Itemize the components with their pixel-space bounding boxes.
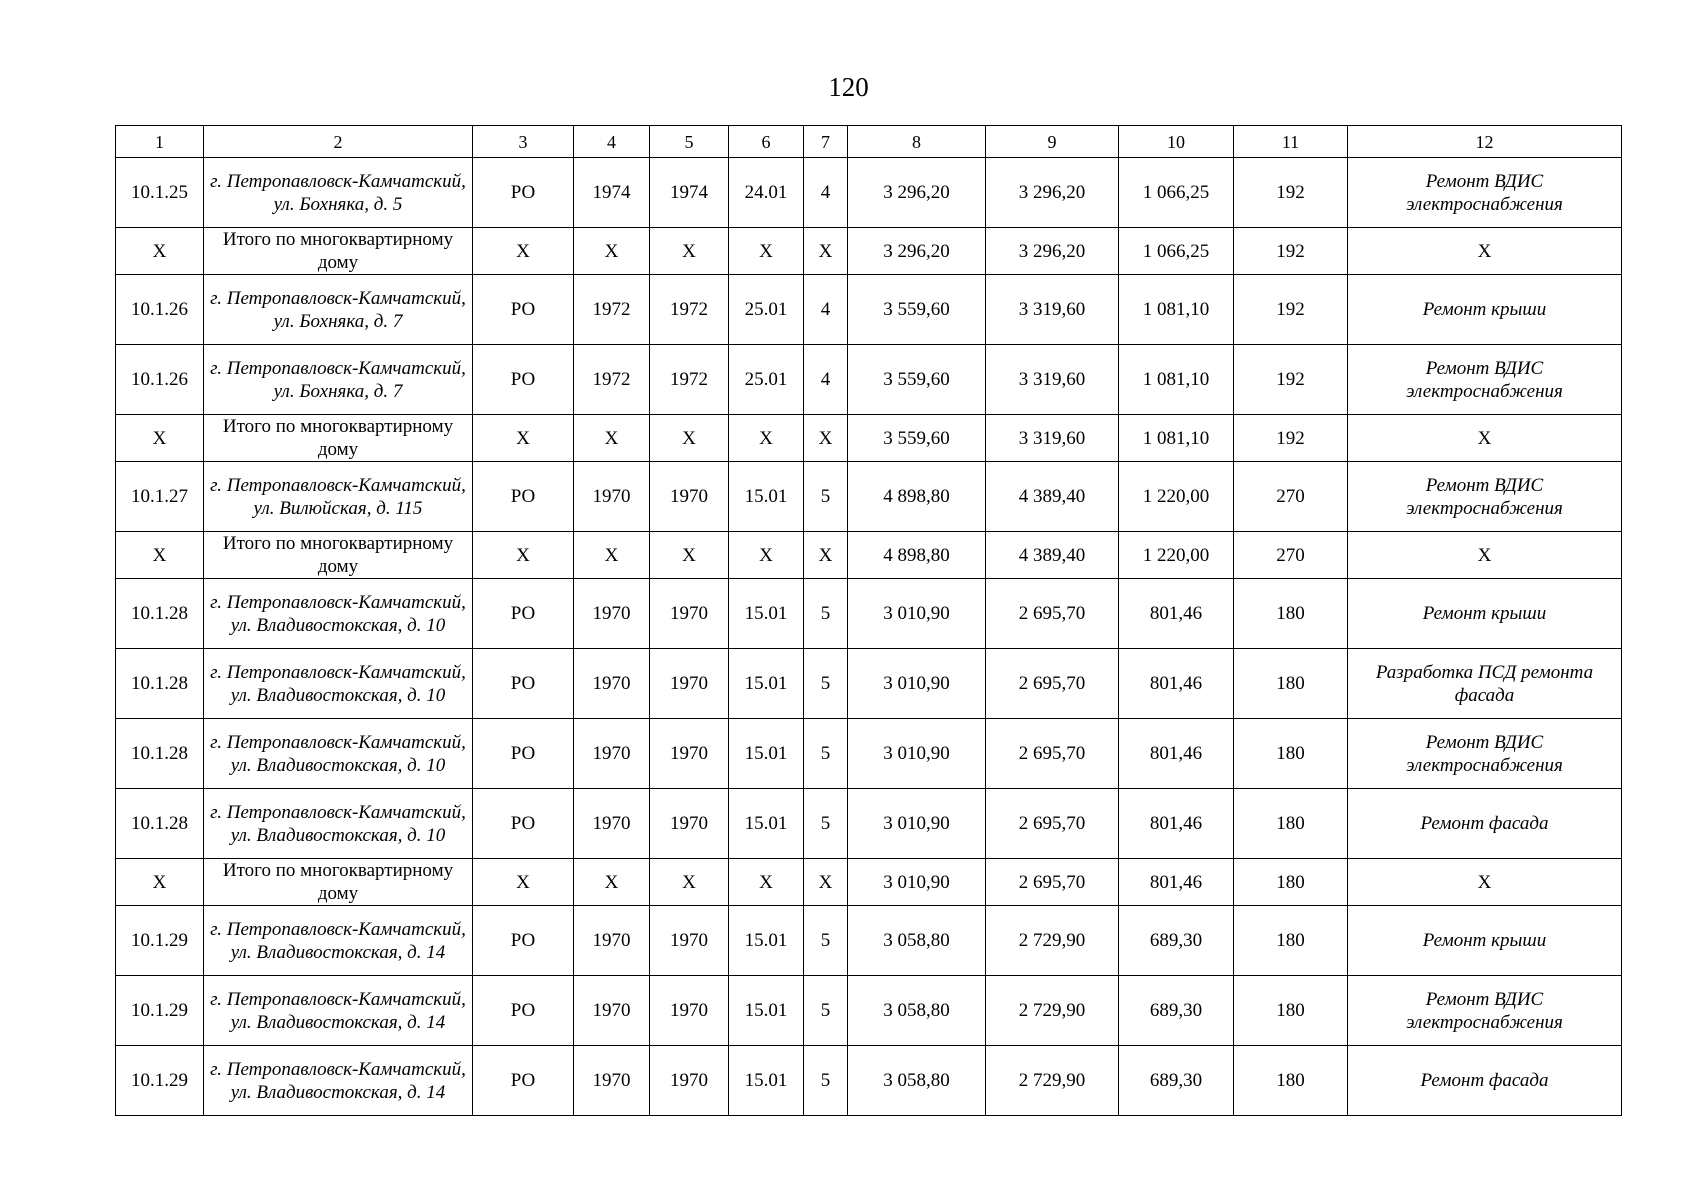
cell-row-number: 10.1.28	[116, 579, 204, 649]
cell-build-year: Х	[574, 859, 650, 906]
page-number: 120	[828, 72, 869, 102]
cell-work-type: Х	[1348, 228, 1622, 275]
cell-work-type: Ремонт крыши	[1348, 275, 1622, 345]
cell-owner-type: РО	[473, 976, 574, 1046]
cell-residents: 180	[1234, 859, 1348, 906]
cell-work-type: Разработка ПСД ремонта фасада	[1348, 649, 1622, 719]
cell-address: г. Петропавловск-Камчатский, ул. Владивостокская, д. 14	[204, 1046, 473, 1116]
cell-work-type: Ремонт фасада	[1348, 1046, 1622, 1116]
cell-residents: 180	[1234, 906, 1348, 976]
cell-residents: 192	[1234, 158, 1348, 228]
cell-floors: Х	[804, 415, 848, 462]
cell-total-area: 4 898,80	[848, 462, 986, 532]
cell-common-area: 801,46	[1119, 859, 1234, 906]
cell-commission-year: 1972	[650, 345, 729, 415]
cell-common-area: 801,46	[1119, 649, 1234, 719]
cell-residents: 180	[1234, 579, 1348, 649]
cell-build-year: Х	[574, 228, 650, 275]
cell-common-area: 689,30	[1119, 906, 1234, 976]
cell-row-number: 10.1.29	[116, 906, 204, 976]
cell-build-year: Х	[574, 415, 650, 462]
cell-wall-material: Х	[729, 228, 804, 275]
cell-owner-type: РО	[473, 1046, 574, 1116]
cell-total-area: 3 010,90	[848, 789, 986, 859]
cell-build-year: 1974	[574, 158, 650, 228]
cell-work-type: Х	[1348, 415, 1622, 462]
cell-build-year: 1970	[574, 719, 650, 789]
cell-residents: 192	[1234, 415, 1348, 462]
cell-floors: 5	[804, 906, 848, 976]
cell-row-number: 10.1.28	[116, 789, 204, 859]
cell-residential-area: 2 695,70	[986, 579, 1119, 649]
cell-owner-type: РО	[473, 345, 574, 415]
cell-owner-type: Х	[473, 532, 574, 579]
cell-wall-material: 25.01	[729, 275, 804, 345]
column-header-3: 3	[473, 126, 574, 158]
cell-floors: 5	[804, 579, 848, 649]
cell-total-area: 3 559,60	[848, 275, 986, 345]
cell-address: г. Петропавловск-Камчатский, ул. Вилюйская, д. 115	[204, 462, 473, 532]
cell-build-year: 1970	[574, 579, 650, 649]
column-header-12: 12	[1348, 126, 1622, 158]
cell-residential-area: 2 695,70	[986, 719, 1119, 789]
cell-owner-type: РО	[473, 789, 574, 859]
cell-row-number: 10.1.29	[116, 976, 204, 1046]
table-row	[116, 649, 1622, 719]
cell-floors: 5	[804, 1046, 848, 1116]
cell-floors: 5	[804, 789, 848, 859]
cell-wall-material: Х	[729, 859, 804, 906]
cell-address: г. Петропавловск-Камчатский, ул. Бохняка, д. 5	[204, 158, 473, 228]
cell-commission-year: Х	[650, 859, 729, 906]
cell-common-area: 1 220,00	[1119, 462, 1234, 532]
column-header-10: 10	[1119, 126, 1234, 158]
cell-address: г. Петропавловск-Камчатский, ул. Бохняка, д. 7	[204, 345, 473, 415]
cell-residential-area: 3 319,60	[986, 275, 1119, 345]
total-row	[116, 415, 1622, 462]
cell-residential-area: 2 695,70	[986, 859, 1119, 906]
cell-wall-material: Х	[729, 415, 804, 462]
cell-wall-material: Х	[729, 532, 804, 579]
table-row	[116, 719, 1622, 789]
cell-residents: 180	[1234, 976, 1348, 1046]
cell-address: г. Петропавловск-Камчатский, ул. Владивостокская, д. 14	[204, 906, 473, 976]
cell-work-type: Х	[1348, 532, 1622, 579]
cell-floors: Х	[804, 228, 848, 275]
table-row	[116, 1046, 1622, 1116]
column-header-6: 6	[729, 126, 804, 158]
cell-residential-area: 3 319,60	[986, 345, 1119, 415]
cell-commission-year: 1970	[650, 462, 729, 532]
cell-work-type: Ремонт ВДИС электроснабжения	[1348, 976, 1622, 1046]
cell-wall-material: 15.01	[729, 789, 804, 859]
cell-owner-type: РО	[473, 579, 574, 649]
cell-floors: 5	[804, 462, 848, 532]
cell-commission-year: 1970	[650, 789, 729, 859]
cell-common-area: 1 220,00	[1119, 532, 1234, 579]
cell-total-area: 3 058,80	[848, 976, 986, 1046]
cell-address: г. Петропавловск-Камчатский, ул. Бохняка, д. 7	[204, 275, 473, 345]
total-row	[116, 228, 1622, 275]
cell-residents: 270	[1234, 462, 1348, 532]
cell-commission-year: Х	[650, 415, 729, 462]
cell-common-area: 1 081,10	[1119, 345, 1234, 415]
cell-build-year: 1972	[574, 275, 650, 345]
cell-row-number: 10.1.29	[116, 1046, 204, 1116]
cell-commission-year: 1970	[650, 1046, 729, 1116]
cell-row-number: 10.1.27	[116, 462, 204, 532]
cell-address: г. Петропавловск-Камчатский, ул. Владивостокская, д. 14	[204, 976, 473, 1046]
cell-owner-type: РО	[473, 158, 574, 228]
cell-residents: 180	[1234, 719, 1348, 789]
column-header-7: 7	[804, 126, 848, 158]
cell-floors: Х	[804, 859, 848, 906]
cell-address: г. Петропавловск-Камчатский, ул. Владивостокская, д. 10	[204, 579, 473, 649]
cell-floors: 5	[804, 976, 848, 1046]
cell-build-year: 1970	[574, 976, 650, 1046]
cell-row-number: Х	[116, 859, 204, 906]
cell-wall-material: 15.01	[729, 906, 804, 976]
cell-commission-year: Х	[650, 228, 729, 275]
total-row	[116, 859, 1622, 906]
cell-common-area: 801,46	[1119, 789, 1234, 859]
cell-wall-material: 15.01	[729, 976, 804, 1046]
cell-total-area: 3 010,90	[848, 649, 986, 719]
cell-commission-year: 1970	[650, 579, 729, 649]
column-header-1: 1	[116, 126, 204, 158]
cell-address: Итого по многоквартирному дому	[204, 228, 473, 275]
cell-wall-material: 15.01	[729, 719, 804, 789]
column-header-11: 11	[1234, 126, 1348, 158]
cell-build-year: 1970	[574, 1046, 650, 1116]
cell-residents: 180	[1234, 1046, 1348, 1116]
cell-residential-area: 4 389,40	[986, 532, 1119, 579]
cell-commission-year: 1970	[650, 649, 729, 719]
cell-total-area: 3 058,80	[848, 906, 986, 976]
cell-commission-year: 1972	[650, 275, 729, 345]
cell-floors: 4	[804, 345, 848, 415]
cell-owner-type: Х	[473, 859, 574, 906]
table-row	[116, 976, 1622, 1046]
cell-residential-area: 4 389,40	[986, 462, 1119, 532]
cell-build-year: Х	[574, 532, 650, 579]
cell-commission-year: 1970	[650, 719, 729, 789]
cell-common-area: 1 081,10	[1119, 415, 1234, 462]
cell-row-number: 10.1.28	[116, 649, 204, 719]
cell-residential-area: 2 695,70	[986, 789, 1119, 859]
cell-common-area: 801,46	[1119, 719, 1234, 789]
cell-work-type: Ремонт ВДИС электроснабжения	[1348, 719, 1622, 789]
cell-owner-type: Х	[473, 415, 574, 462]
cell-floors: Х	[804, 532, 848, 579]
cell-build-year: 1972	[574, 345, 650, 415]
cell-work-type: Ремонт ВДИС электроснабжения	[1348, 345, 1622, 415]
cell-address: Итого по многоквартирному дому	[204, 859, 473, 906]
cell-residential-area: 3 296,20	[986, 158, 1119, 228]
total-row	[116, 532, 1622, 579]
cell-row-number: Х	[116, 228, 204, 275]
cell-build-year: 1970	[574, 462, 650, 532]
cell-commission-year: 1970	[650, 976, 729, 1046]
cell-residential-area: 3 319,60	[986, 415, 1119, 462]
cell-wall-material: 25.01	[729, 345, 804, 415]
cell-build-year: 1970	[574, 789, 650, 859]
cell-residential-area: 2 729,90	[986, 906, 1119, 976]
cell-work-type: Ремонт крыши	[1348, 579, 1622, 649]
cell-row-number: 10.1.28	[116, 719, 204, 789]
table-row	[116, 345, 1622, 415]
cell-address: г. Петропавловск-Камчатский, ул. Владивостокская, д. 10	[204, 719, 473, 789]
cell-owner-type: РО	[473, 906, 574, 976]
cell-total-area: 3 296,20	[848, 228, 986, 275]
cell-residents: 192	[1234, 345, 1348, 415]
cell-residents: 180	[1234, 649, 1348, 719]
cell-total-area: 3 296,20	[848, 158, 986, 228]
cell-wall-material: 15.01	[729, 579, 804, 649]
cell-owner-type: Х	[473, 228, 574, 275]
cell-residents: 270	[1234, 532, 1348, 579]
cell-owner-type: РО	[473, 275, 574, 345]
column-header-4: 4	[574, 126, 650, 158]
cell-total-area: 3 559,60	[848, 415, 986, 462]
cell-residential-area: 2 729,90	[986, 976, 1119, 1046]
cell-common-area: 689,30	[1119, 976, 1234, 1046]
cell-address: Итого по многоквартирному дому	[204, 532, 473, 579]
cell-owner-type: РО	[473, 719, 574, 789]
cell-row-number: Х	[116, 415, 204, 462]
cell-owner-type: РО	[473, 649, 574, 719]
cell-work-type: Х	[1348, 859, 1622, 906]
table-row	[116, 158, 1622, 228]
cell-wall-material: 15.01	[729, 1046, 804, 1116]
column-header-2: 2	[204, 126, 473, 158]
registry-table	[115, 125, 1622, 1116]
cell-commission-year: Х	[650, 532, 729, 579]
column-header-5: 5	[650, 126, 729, 158]
cell-row-number: Х	[116, 532, 204, 579]
cell-work-type: Ремонт фасада	[1348, 789, 1622, 859]
cell-row-number: 10.1.26	[116, 345, 204, 415]
table-row	[116, 789, 1622, 859]
cell-work-type: Ремонт ВДИС электроснабжения	[1348, 158, 1622, 228]
cell-floors: 5	[804, 649, 848, 719]
cell-residential-area: 3 296,20	[986, 228, 1119, 275]
table-row	[116, 906, 1622, 976]
cell-owner-type: РО	[473, 462, 574, 532]
table-row	[116, 579, 1622, 649]
cell-common-area: 1 066,25	[1119, 158, 1234, 228]
cell-floors: 4	[804, 275, 848, 345]
cell-total-area: 3 010,90	[848, 719, 986, 789]
cell-total-area: 3 010,90	[848, 579, 986, 649]
cell-build-year: 1970	[574, 649, 650, 719]
column-header-8: 8	[848, 126, 986, 158]
column-header-9: 9	[986, 126, 1119, 158]
cell-row-number: 10.1.26	[116, 275, 204, 345]
table-row	[116, 462, 1622, 532]
cell-row-number: 10.1.25	[116, 158, 204, 228]
cell-address: г. Петропавловск-Камчатский, ул. Владивостокская, д. 10	[204, 789, 473, 859]
cell-residents: 192	[1234, 275, 1348, 345]
cell-commission-year: 1970	[650, 906, 729, 976]
cell-residents: 192	[1234, 228, 1348, 275]
cell-work-type: Ремонт крыши	[1348, 906, 1622, 976]
cell-build-year: 1970	[574, 906, 650, 976]
cell-total-area: 4 898,80	[848, 532, 986, 579]
cell-residential-area: 2 695,70	[986, 649, 1119, 719]
cell-address: г. Петропавловск-Камчатский, ул. Владивостокская, д. 10	[204, 649, 473, 719]
cell-wall-material: 15.01	[729, 462, 804, 532]
cell-total-area: 3 058,80	[848, 1046, 986, 1116]
cell-common-area: 801,46	[1119, 579, 1234, 649]
cell-floors: 5	[804, 719, 848, 789]
cell-common-area: 1 066,25	[1119, 228, 1234, 275]
cell-wall-material: 24.01	[729, 158, 804, 228]
cell-common-area: 1 081,10	[1119, 275, 1234, 345]
cell-work-type: Ремонт ВДИС электроснабжения	[1348, 462, 1622, 532]
cell-total-area: 3 559,60	[848, 345, 986, 415]
cell-wall-material: 15.01	[729, 649, 804, 719]
cell-floors: 4	[804, 158, 848, 228]
cell-commission-year: 1974	[650, 158, 729, 228]
table-row	[116, 275, 1622, 345]
cell-total-area: 3 010,90	[848, 859, 986, 906]
header-row	[116, 126, 1622, 158]
cell-residential-area: 2 729,90	[986, 1046, 1119, 1116]
cell-common-area: 689,30	[1119, 1046, 1234, 1116]
cell-address: Итого по многоквартирному дому	[204, 415, 473, 462]
cell-residents: 180	[1234, 789, 1348, 859]
